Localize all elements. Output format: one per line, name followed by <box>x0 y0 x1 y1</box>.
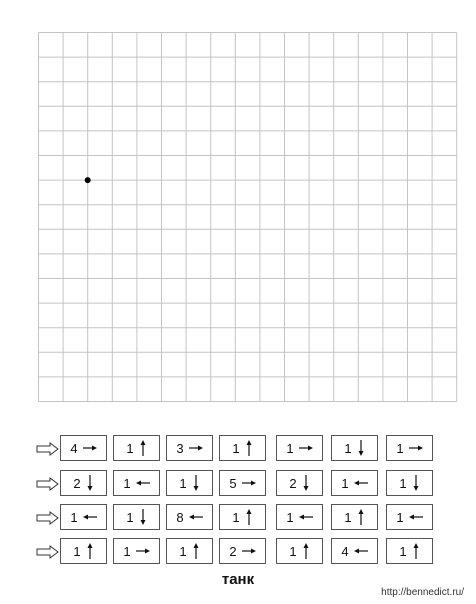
command-row <box>36 470 407 498</box>
arrow-left-icon <box>83 513 97 521</box>
hollow-right-arrow-icon <box>36 545 60 559</box>
arrow-left-icon <box>409 513 423 521</box>
step-count: 1 <box>123 543 131 559</box>
step-count: 1 <box>126 509 134 525</box>
command-cell <box>166 435 213 461</box>
step-count: 1 <box>399 475 407 491</box>
step-count: 1 <box>179 543 187 559</box>
command-cell <box>386 504 433 530</box>
step-count: 1 <box>232 440 240 456</box>
hollow-right-arrow-icon <box>36 442 60 456</box>
step-count: 3 <box>176 440 184 456</box>
command-cell <box>60 470 107 496</box>
arrow-up-icon <box>357 509 365 525</box>
command-cell <box>113 470 160 496</box>
command-row <box>36 538 407 566</box>
arrow-left-icon <box>189 513 203 521</box>
command-cell <box>276 470 323 496</box>
step-count: 1 <box>232 509 240 525</box>
command-cell <box>113 538 160 564</box>
step-count: 1 <box>126 440 134 456</box>
arrow-left-icon <box>136 479 150 487</box>
step-count: 1 <box>399 543 407 559</box>
command-cell <box>60 435 107 461</box>
step-count: 1 <box>179 475 187 491</box>
arrow-up-icon <box>245 509 253 525</box>
arrow-down-icon <box>192 475 200 491</box>
arrow-right-icon <box>136 547 150 555</box>
step-count: 1 <box>344 509 352 525</box>
arrow-left-icon <box>299 513 313 521</box>
arrow-up-icon <box>86 543 94 559</box>
hollow-right-arrow-icon <box>36 511 60 525</box>
step-count: 1 <box>286 509 294 525</box>
step-count: 1 <box>396 509 404 525</box>
arrow-right-icon <box>83 444 97 452</box>
command-cell <box>166 470 213 496</box>
arrow-right-icon <box>189 444 203 452</box>
arrow-left-icon <box>354 479 368 487</box>
step-count: 2 <box>289 475 297 491</box>
command-row <box>36 435 404 463</box>
arrow-down-icon <box>139 509 147 525</box>
command-cell <box>276 538 323 564</box>
arrow-right-icon <box>299 444 313 452</box>
arrow-down-icon <box>86 475 94 491</box>
step-count: 4 <box>70 440 78 456</box>
start-point-dot <box>85 177 91 183</box>
step-count: 1 <box>289 543 297 559</box>
arrow-right-icon <box>242 547 256 555</box>
arrow-up-icon <box>245 440 253 456</box>
command-cell <box>166 538 213 564</box>
step-count: 1 <box>341 475 349 491</box>
arrow-up-icon <box>412 543 420 559</box>
website-watermark: http://bennedict.ru/ <box>381 587 464 598</box>
step-count: 4 <box>341 543 349 559</box>
arrow-right-icon <box>409 444 423 452</box>
step-count: 1 <box>123 475 131 491</box>
page-title: танк <box>221 571 255 588</box>
command-cell <box>219 435 266 461</box>
command-cell <box>386 470 433 496</box>
arrow-up-icon <box>192 543 200 559</box>
step-count: 5 <box>229 475 237 491</box>
step-count: 1 <box>344 440 352 456</box>
command-cell <box>60 504 107 530</box>
step-count: 1 <box>286 440 294 456</box>
command-cell <box>386 538 433 564</box>
arrow-left-icon <box>354 547 368 555</box>
command-cell <box>386 435 433 461</box>
command-cell <box>331 470 378 496</box>
command-cell <box>113 435 160 461</box>
command-cell <box>276 435 323 461</box>
arrow-up-icon <box>302 543 310 559</box>
command-cell <box>219 470 266 496</box>
arrow-down-icon <box>357 440 365 456</box>
step-count: 8 <box>176 509 184 525</box>
command-cell <box>276 504 323 530</box>
command-cell <box>331 435 378 461</box>
step-count: 1 <box>73 543 81 559</box>
hollow-right-arrow-icon <box>36 477 60 491</box>
arrow-down-icon <box>302 475 310 491</box>
arrow-down-icon <box>412 475 420 491</box>
command-row <box>36 504 404 532</box>
command-cell <box>331 504 378 530</box>
command-cell <box>219 504 266 530</box>
step-count: 1 <box>396 440 404 456</box>
command-cell <box>166 504 213 530</box>
step-count: 2 <box>73 475 81 491</box>
command-cell <box>113 504 160 530</box>
arrow-right-icon <box>242 479 256 487</box>
command-cell <box>60 538 107 564</box>
arrow-up-icon <box>139 440 147 456</box>
step-count: 2 <box>229 543 237 559</box>
grid-svg <box>38 32 459 403</box>
step-count: 1 <box>70 509 78 525</box>
command-cell <box>331 538 378 564</box>
command-cell <box>219 538 266 564</box>
drawing-grid <box>38 32 459 403</box>
